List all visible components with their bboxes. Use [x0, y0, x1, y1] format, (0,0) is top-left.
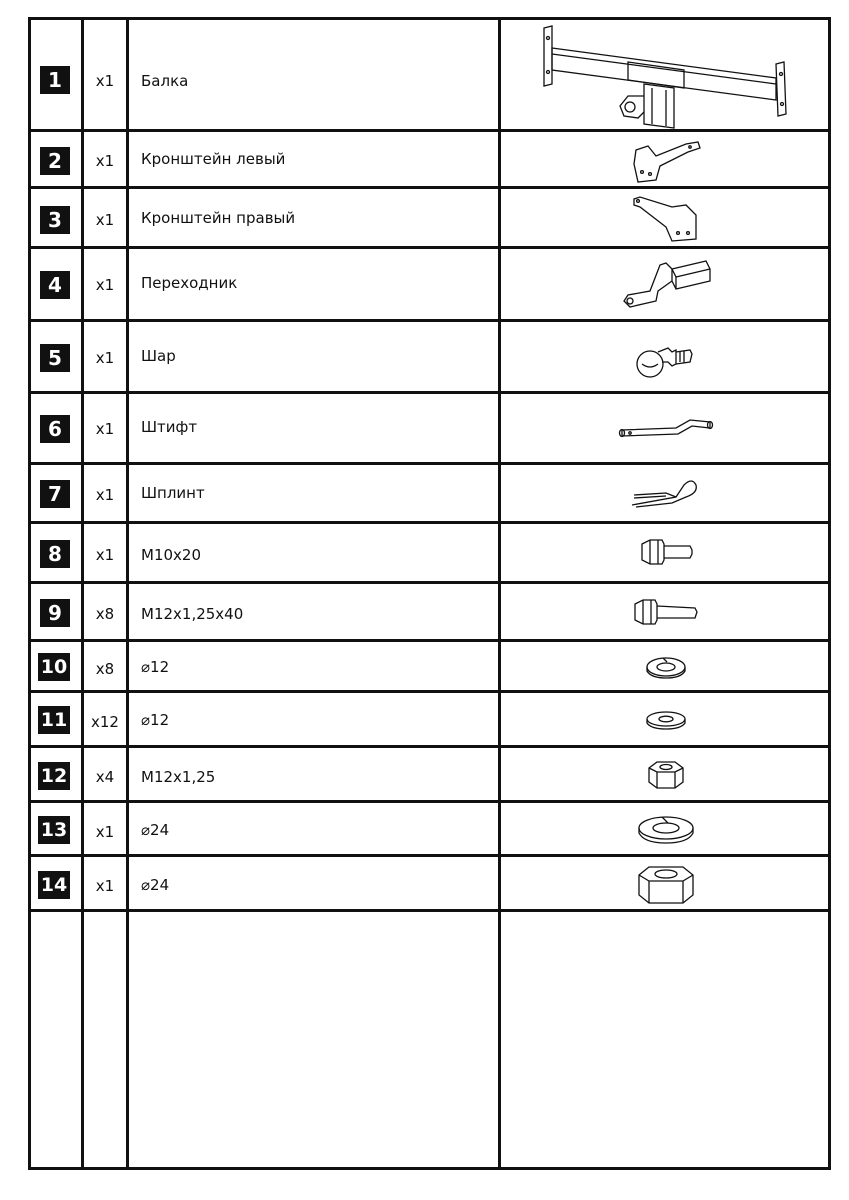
part-number: 6: [40, 415, 70, 443]
part-qty: x1: [95, 877, 115, 895]
table-row: [31, 20, 828, 132]
part-name: ⌀12: [141, 658, 170, 676]
table-row: [31, 394, 828, 465]
part-number: 4: [40, 271, 70, 299]
part-name: ⌀24: [141, 876, 170, 894]
part-qty: x12: [91, 713, 119, 731]
flat-washer-icon: [641, 709, 691, 733]
part-number: 11: [38, 706, 70, 734]
empty-row: [31, 912, 828, 1167]
table-row: [31, 249, 828, 322]
part-number: 10: [38, 653, 70, 681]
part-number: 3: [40, 206, 70, 234]
table-row: [31, 803, 828, 857]
part-number: 12: [38, 762, 70, 790]
hex-nut-small-icon: [641, 758, 691, 792]
tow-ball-icon: [628, 330, 704, 386]
table-row: [31, 693, 828, 748]
part-name: Штифт: [141, 418, 198, 436]
part-name: Шар: [141, 347, 176, 365]
part-name: Шплинт: [141, 484, 205, 502]
table-row: [31, 189, 828, 249]
pin-icon: [616, 414, 716, 444]
part-number: 7: [40, 480, 70, 508]
table-row: [31, 748, 828, 803]
part-name: M12x1,25x40: [141, 605, 244, 623]
part-name: ⌀24: [141, 821, 170, 839]
bolt-long-icon: [631, 596, 701, 628]
part-name: Балка: [141, 72, 189, 90]
part-qty: x8: [95, 605, 115, 623]
table-row: [31, 857, 828, 912]
part-qty: x1: [95, 546, 115, 564]
part-name: Переходник: [141, 274, 238, 292]
part-name: ⌀12: [141, 711, 170, 729]
left-bracket-icon: [626, 138, 706, 186]
part-qty: x1: [95, 211, 115, 229]
part-qty: x1: [95, 823, 115, 841]
part-number: 5: [40, 344, 70, 372]
part-qty: x1: [95, 420, 115, 438]
parts-table: [28, 17, 831, 1170]
bolt-short-icon: [636, 536, 696, 568]
part-number: 2: [40, 147, 70, 175]
part-number: 14: [38, 871, 70, 899]
right-bracket-icon: [626, 193, 706, 245]
part-number: 1: [40, 66, 70, 94]
part-qty: x4: [95, 768, 115, 786]
spring-washer-icon: [641, 654, 691, 682]
part-number: 9: [40, 599, 70, 627]
table-row: [31, 322, 828, 394]
adapter-icon: [616, 255, 716, 315]
table-row: [31, 584, 828, 642]
hitch-beam-icon: [526, 24, 806, 130]
part-number: 8: [40, 540, 70, 568]
cotter-pin-icon: [626, 477, 706, 511]
part-number: 13: [38, 816, 70, 844]
part-qty: x1: [95, 349, 115, 367]
part-qty: x8: [95, 660, 115, 678]
table-row: [31, 132, 828, 189]
part-name: Кронштейн левый: [141, 150, 286, 168]
part-name: M10x20: [141, 546, 201, 564]
table-row: [31, 465, 828, 524]
spring-washer-large-icon: [634, 813, 698, 847]
hex-nut-large-icon: [633, 863, 699, 907]
part-qty: x1: [95, 72, 115, 90]
part-name: M12x1,25: [141, 768, 216, 786]
part-qty: x1: [95, 486, 115, 504]
part-qty: x1: [95, 276, 115, 294]
table-row: [31, 524, 828, 584]
part-name: Кронштейн правый: [141, 209, 296, 227]
part-qty: x1: [95, 152, 115, 170]
table-row: [31, 642, 828, 693]
